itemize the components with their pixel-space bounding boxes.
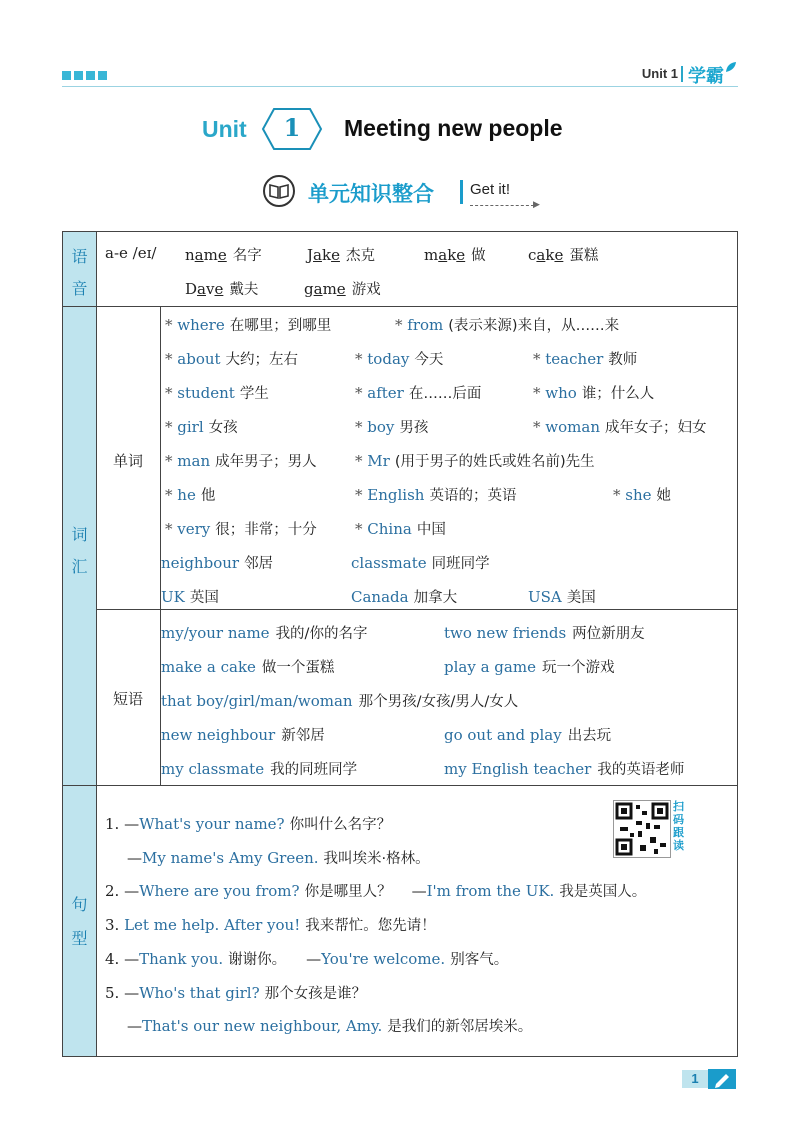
phrase-entry (444, 622, 645, 643)
phrase-entry (161, 656, 334, 677)
sentence-line (105, 914, 436, 935)
sentence-prefix: — (127, 849, 142, 867)
sentence-chinese: 你是哪里人？ (304, 884, 392, 900)
phonics-vowel: a (536, 246, 546, 264)
sentence-chinese: 谢谢你。 (228, 952, 287, 968)
word-english: teacher (545, 350, 604, 368)
title-unit-word: Unit (202, 116, 247, 142)
phonics-word (424, 244, 486, 265)
divider (96, 232, 97, 1056)
category-char: 词 (71, 525, 88, 544)
star-mark: * (395, 316, 408, 334)
phonics-letters: g (304, 280, 314, 298)
word-english: from (407, 316, 444, 334)
book-icon (262, 174, 296, 208)
star-mark: * (165, 384, 178, 402)
phrase-entry (444, 758, 684, 779)
star-mark: * (165, 316, 178, 334)
sentence-prefix: — (411, 882, 427, 900)
phonics-letters: c (528, 246, 537, 264)
word-entry (165, 382, 269, 403)
word-chinese: 中国 (416, 522, 446, 538)
phrase-english: my classmate (161, 760, 265, 778)
phrase-chinese: 我的英语老师 (597, 762, 685, 778)
qr-label: 扫码跟读 (673, 800, 684, 852)
phonics-letters: k (545, 246, 555, 264)
phrase-english: that boy/girl/man/woman (161, 692, 353, 710)
page-number: 1 (682, 1070, 708, 1088)
phrase-chinese: 两位新朋友 (572, 626, 645, 642)
sentence-english: What's your name? (139, 815, 285, 833)
phrase-entry (444, 724, 611, 745)
phrase-english: play a game (444, 658, 536, 676)
divider (63, 306, 737, 307)
phonics-word (528, 244, 598, 265)
phonics-silent-e: e (456, 246, 466, 264)
word-entry (533, 348, 637, 369)
category-char: 音 (71, 279, 88, 298)
phonics-letters: D (185, 280, 198, 298)
word-chinese: 教师 (608, 352, 638, 368)
arrow-right-icon: ▶ (533, 200, 540, 210)
word-english: she (625, 486, 652, 504)
word-chinese: 他 (200, 488, 216, 504)
title-unit-number: 1 (283, 113, 301, 142)
sentence-prefix: 2. — (105, 882, 140, 900)
word-entry (165, 314, 331, 335)
word-entry (161, 552, 273, 573)
word-chinese: 在……后面 (408, 386, 482, 402)
phonics-sound: a-e /eɪ/ (105, 244, 157, 262)
word-chinese: 同班同学 (431, 556, 490, 572)
word-chinese: 大约；左右 (225, 352, 299, 368)
word-entry (613, 484, 671, 505)
pencil-icon (708, 1069, 736, 1089)
qr-code-icon[interactable] (613, 800, 671, 858)
star-mark: * (165, 452, 178, 470)
category-char: 句 (71, 895, 88, 914)
word-entry (355, 416, 428, 437)
header-square (62, 71, 71, 80)
label-phrases: 短语 (112, 690, 143, 708)
sentence-line (105, 982, 366, 1003)
phrase-chinese: 做一个蛋糕 (261, 660, 335, 676)
phrase-chinese: 新邻居 (281, 728, 325, 744)
phonics-letters: v (205, 280, 215, 298)
word-english: Mr (367, 452, 390, 470)
sentence-prefix: — (306, 950, 322, 968)
sentence-english: Let me help. After you! (124, 916, 301, 934)
phonics-word (185, 278, 258, 299)
word-entry (165, 416, 238, 437)
phrase-chinese: 我的同班同学 (270, 762, 358, 778)
word-entry (165, 484, 215, 505)
category-cell-sentence (63, 786, 96, 1056)
header-unit-label: Unit 1 (641, 66, 678, 81)
word-english: he (177, 486, 196, 504)
word-english: girl (177, 418, 204, 436)
word-english: who (545, 384, 577, 402)
word-entry (355, 518, 446, 539)
star-mark: * (613, 486, 626, 504)
phrase-english: go out and play (444, 726, 562, 744)
word-chinese: 加拿大 (413, 590, 458, 606)
category-char: 汇 (71, 557, 88, 576)
word-entry (395, 314, 619, 335)
word-english: student (177, 384, 235, 402)
phrase-english: make a cake (161, 658, 256, 676)
sentence-chinese: 我是英国人。 (559, 884, 647, 900)
star-mark: * (533, 350, 546, 368)
word-english: English (367, 486, 425, 504)
sentence-prefix: 3. (105, 916, 125, 934)
star-mark: * (533, 418, 546, 436)
phrase-english: two new friends (444, 624, 567, 642)
phonics-vowel: a (438, 246, 448, 264)
word-english: man (177, 452, 211, 470)
star-mark: * (355, 486, 368, 504)
word-chinese: 在哪里；到哪里 (229, 318, 332, 334)
word-chinese: 美国 (566, 590, 596, 606)
star-mark: * (165, 520, 178, 538)
phonics-silent-e: e (554, 246, 564, 264)
divider (160, 307, 161, 785)
phonics-vowel: a (194, 246, 204, 264)
phrase-chinese: 玩一个游戏 (541, 660, 615, 676)
word-english: USA (528, 588, 562, 606)
word-english: UK (161, 588, 185, 606)
phrase-chinese: 我的/你的名字 (275, 626, 368, 642)
phonics-letters: k (321, 246, 332, 264)
word-entry (161, 586, 219, 607)
phonics-silent-e: e (336, 280, 346, 298)
sentence-english: Thank you. (139, 950, 224, 968)
phonics-letters: n (185, 246, 195, 264)
phonics-letters: J (307, 246, 314, 264)
word-entry (355, 484, 516, 505)
phrase-entry (161, 724, 325, 745)
sentence-line (105, 948, 508, 969)
word-chinese: 很；非常；十分 (215, 522, 317, 538)
phrase-english: my/your name (161, 624, 270, 642)
sentence-prefix: 5. — (105, 984, 140, 1002)
sentence-chinese: 我来帮忙。您先请！ (305, 918, 436, 934)
phonics-word (304, 278, 381, 299)
sentence-chinese: 是我们的新邻居埃米。 (387, 1019, 533, 1035)
phonics-silent-e: e (217, 246, 227, 264)
brand-leaf-icon (724, 60, 738, 74)
header-square (86, 71, 95, 80)
word-english: woman (545, 418, 600, 436)
word-entry (533, 382, 654, 403)
header-square (98, 71, 107, 80)
divider (96, 609, 737, 610)
sentence-line (105, 813, 391, 834)
word-chinese: 今天 (414, 352, 444, 368)
phrase-english: new neighbour (161, 726, 276, 744)
category-cell-vocab (63, 307, 96, 785)
phonics-vowel: a (197, 280, 206, 298)
divider (63, 785, 737, 786)
category-char: 型 (71, 929, 88, 948)
phonics-vowel: a (313, 246, 322, 264)
sentence-english: I'm from the UK. (426, 882, 555, 900)
phonics-letters: m (424, 246, 439, 264)
sentence-chinese: 别客气。 (450, 952, 509, 968)
word-english: Canada (351, 588, 409, 606)
sentence-chinese: 我叫埃米·格林。 (323, 851, 430, 867)
header-brand: 学霸 (688, 66, 724, 87)
phonics-letters: m (322, 280, 337, 298)
sentence-english: Where are you from? (139, 882, 300, 900)
phonics-silent-e: e (214, 280, 224, 298)
phonics-silent-e: e (331, 246, 340, 264)
sentence-chinese: 你叫什么名字？ (289, 817, 392, 833)
star-mark: * (355, 418, 368, 436)
word-english: where (177, 316, 225, 334)
word-chinese: 英国 (189, 590, 219, 606)
sentence-line (105, 880, 646, 901)
word-chinese: 女孩 (208, 420, 238, 436)
header-line (62, 86, 738, 87)
star-mark: * (355, 384, 368, 402)
word-english: China (367, 520, 412, 538)
phonics-vowel: a (313, 280, 323, 298)
section-title: 单元知识整合 (308, 182, 434, 206)
word-chinese: 邻居 (244, 556, 274, 572)
star-mark: * (355, 520, 368, 538)
phonics-meaning: 杰克 (345, 248, 375, 264)
section-dash-line (470, 205, 534, 206)
phrase-entry (161, 758, 357, 779)
page-title: Meeting new people (344, 115, 563, 141)
word-english: about (177, 350, 221, 368)
word-entry (165, 518, 317, 539)
sentence-line (127, 1015, 532, 1036)
sentence-prefix: — (127, 1017, 142, 1035)
phonics-meaning: 戴夫 (229, 282, 259, 298)
phrase-entry (444, 656, 614, 677)
category-char: 语 (71, 247, 88, 266)
sentence-chinese: 那个女孩是谁？ (264, 986, 367, 1002)
word-english: boy (367, 418, 395, 436)
star-mark: * (165, 350, 178, 368)
word-entry (165, 450, 317, 471)
word-entry (351, 586, 457, 607)
phonics-word (185, 244, 262, 265)
word-entry (528, 586, 596, 607)
sentence-english: Who's that girl? (139, 984, 260, 1002)
phrase-english: my English teacher (444, 760, 592, 778)
word-english: classmate (351, 554, 427, 572)
phrase-entry (161, 690, 518, 711)
section-divider (460, 180, 463, 204)
word-english: after (367, 384, 404, 402)
word-chinese: (表示来源)来自，从……来 (448, 318, 620, 334)
sentence-english: You're welcome. (321, 950, 446, 968)
header-square (74, 71, 83, 80)
word-chinese: 成年男子；男人 (215, 454, 317, 470)
word-chinese: 英语的；英语 (429, 488, 517, 504)
word-entry (355, 348, 443, 369)
phonics-word (307, 244, 375, 265)
sentence-line (127, 847, 430, 868)
word-english: today (367, 350, 410, 368)
star-mark: * (165, 486, 178, 504)
phrase-chinese: 那个男孩/女孩/男人/女人 (358, 694, 519, 710)
word-english: neighbour (161, 554, 240, 572)
word-entry (351, 552, 490, 573)
phonics-meaning: 游戏 (351, 282, 381, 298)
sentence-prefix: 4. — (105, 950, 140, 968)
sentence-english: My name's Amy Green. (142, 849, 319, 867)
section-subtitle: Get it! (470, 181, 511, 198)
word-chinese: 谁；什么人 (581, 386, 655, 402)
word-entry (165, 348, 298, 369)
word-chinese: 男孩 (399, 420, 429, 436)
phonics-meaning: 蛋糕 (569, 248, 599, 264)
word-entry (533, 416, 706, 437)
sentence-prefix: 1. — (105, 815, 140, 833)
phrase-chinese: 出去玩 (567, 728, 612, 744)
star-mark: * (533, 384, 546, 402)
word-chinese: 她 (656, 488, 672, 504)
word-chinese: 学生 (239, 386, 269, 402)
word-entry (355, 450, 595, 471)
phonics-meaning: 名字 (232, 248, 262, 264)
header-divider (681, 66, 683, 82)
label-words: 单词 (112, 452, 143, 470)
star-mark: * (355, 350, 368, 368)
star-mark: * (355, 452, 368, 470)
phrase-entry (161, 622, 367, 643)
word-entry (355, 382, 481, 403)
star-mark: * (165, 418, 178, 436)
word-chinese: (用于男子的姓氏或姓名前)先生 (394, 454, 595, 470)
word-english: very (177, 520, 211, 538)
phonics-letters: k (447, 246, 457, 264)
sentence-english: That's our new neighbour, Amy. (142, 1017, 383, 1035)
word-chinese: 成年女子；妇女 (604, 420, 707, 436)
phonics-meaning: 做 (471, 248, 486, 264)
phonics-letters: m (203, 246, 218, 264)
